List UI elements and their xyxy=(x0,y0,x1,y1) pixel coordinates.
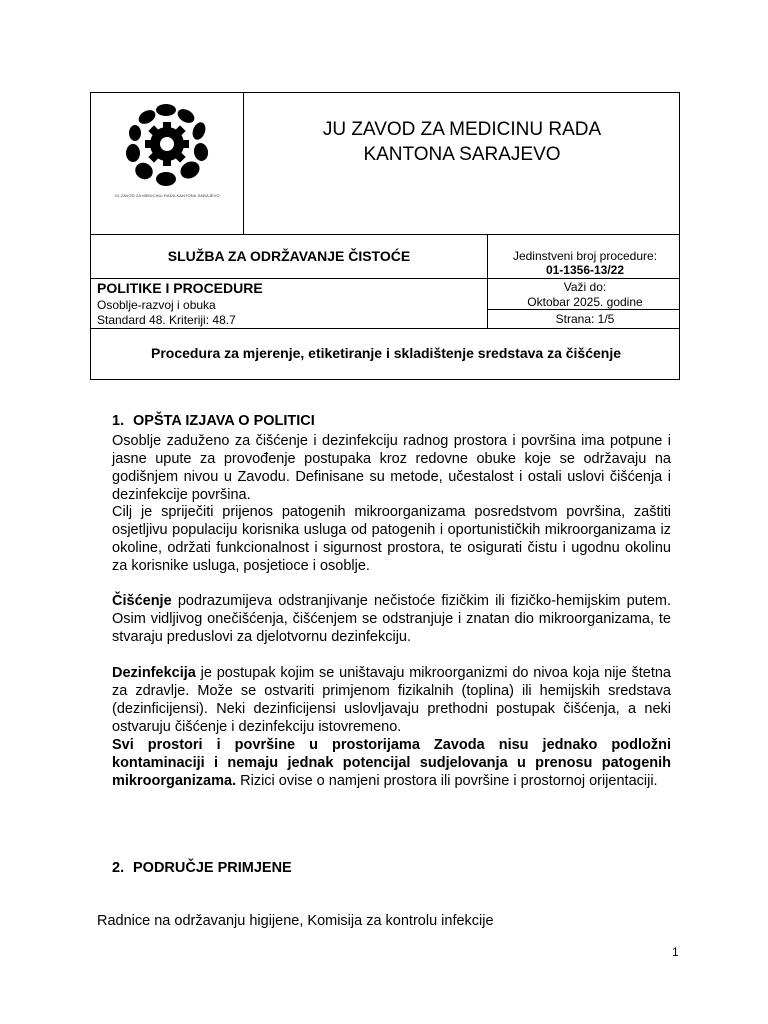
paragraph xyxy=(112,736,671,790)
paragraph: Osoblje zaduženo za čišćenje i dezinfekciju radnog prostora i površina ima potpune i jasne upute za provođenje postupaka kroz redovne obuke koje se održavaju na godišnjem nivou u Zavodu. Definisane su metode, učestalost i ostali uslovi čišćenja i dezinfekcije površina. xyxy=(112,433,671,503)
header-divider xyxy=(91,278,487,279)
header-divider xyxy=(91,328,679,329)
section-number: 1. xyxy=(112,413,125,429)
paragraph-text: Rizici ovise o namjeni prostora ili površine i prostornoj orijentaciji. xyxy=(236,773,658,789)
policy-title: POLITIKE I PROCEDURE xyxy=(97,280,263,296)
logo-caption: JU ZAVOD ZA MEDICINU RADA KANTONA SARAJEVO xyxy=(114,193,220,198)
term-disinfection: Dezinfekcija xyxy=(112,665,196,681)
policy-standard: Standard 48. Kriteriji: 48.7 xyxy=(97,313,236,327)
header-table xyxy=(90,92,680,380)
procedure-id-label: Jedinstveni broj procedure: xyxy=(512,249,658,263)
procedure-id: 01-1356-13/22 xyxy=(545,263,625,277)
section-heading xyxy=(112,860,292,876)
policy-subtitle: Osoblje-razvoj i obuka xyxy=(97,298,216,312)
header-divider xyxy=(91,234,679,235)
valid-until-date: Oktobar 2025. godine xyxy=(527,295,643,309)
page-info: Strana: 1/5 xyxy=(555,312,615,326)
paragraph xyxy=(112,592,671,646)
section-heading xyxy=(112,413,315,429)
section-title: OPŠTA IZJAVA O POLITICI xyxy=(133,413,315,429)
emphasis-text: Svi prostori i površine u prostorijama Zavoda nisu jednako podložni kontaminaciji i nemaju jednak potencijal sudjelovanja u prenosu patogenih mikroorganizama. xyxy=(112,737,671,789)
paragraph-text: je postupak kojim se uništavaju mikroorganizmi do nivoa koja nije štetna za zdravlje. Može se ostvariti primjenom fizikalnih (toplina) ili hemijskih sredstava (dezinficijensi). Neki dezinficijensi uslovljavaju prethodni postupak čišćenja, a neki ostvaruju čišćenje i dezinfekciju istovremeno. xyxy=(112,665,671,735)
section-number: 2. xyxy=(112,860,125,876)
institute-logo xyxy=(111,95,221,195)
paragraph: Cilj je spriječiti prijenos patogenih mikroorganizama posredstvom površina, zaštiti osjetljivu populaciju korisnika usluga od patogenih i oportunističkih mikroorganizama iz okoline, održati funkcionalnost i sigurnost prostora, te osigurati čistu i ugodnu okolinu za korisnike usluga, posjetioce i osoblje. xyxy=(112,504,671,574)
header-divider xyxy=(487,234,488,328)
organization-title-line: KANTONA SARAJEVO xyxy=(363,144,561,165)
organization-title xyxy=(243,117,681,167)
procedure-title: Procedura za mjerenje, etiketiranje i skladištenje sredstava za čišćenje xyxy=(150,345,622,361)
header-divider xyxy=(487,309,679,310)
header-divider xyxy=(487,278,679,279)
organization-title-line: JU ZAVOD ZA MEDICINU RADA xyxy=(322,119,602,140)
department-name: SLUŽBA ZA ODRŽAVANJE ČISTOĆE xyxy=(167,248,411,264)
scope-text: Radnice na održavanju higijene, Komisija za kontrolu infekcije xyxy=(97,913,494,929)
page-number: 1 xyxy=(672,945,679,959)
paragraph-text: podrazumijeva odstranjivanje nečistoće fizičkim ili fizičko-hemijskim putem. Osim vidljivog onečišćenja, čišćenjem se odstranjuje i znatan dio mikroorganizama, te stvaraju preduslovi za djelotvornu dezinfekciju. xyxy=(112,593,671,645)
logo-cell xyxy=(91,93,243,234)
valid-until-label: Važi do: xyxy=(563,280,607,294)
paragraph xyxy=(112,664,671,736)
section-title: PODRUČJE PRIMJENE xyxy=(133,860,292,876)
term-cleaning: Čišćenje xyxy=(112,593,172,609)
